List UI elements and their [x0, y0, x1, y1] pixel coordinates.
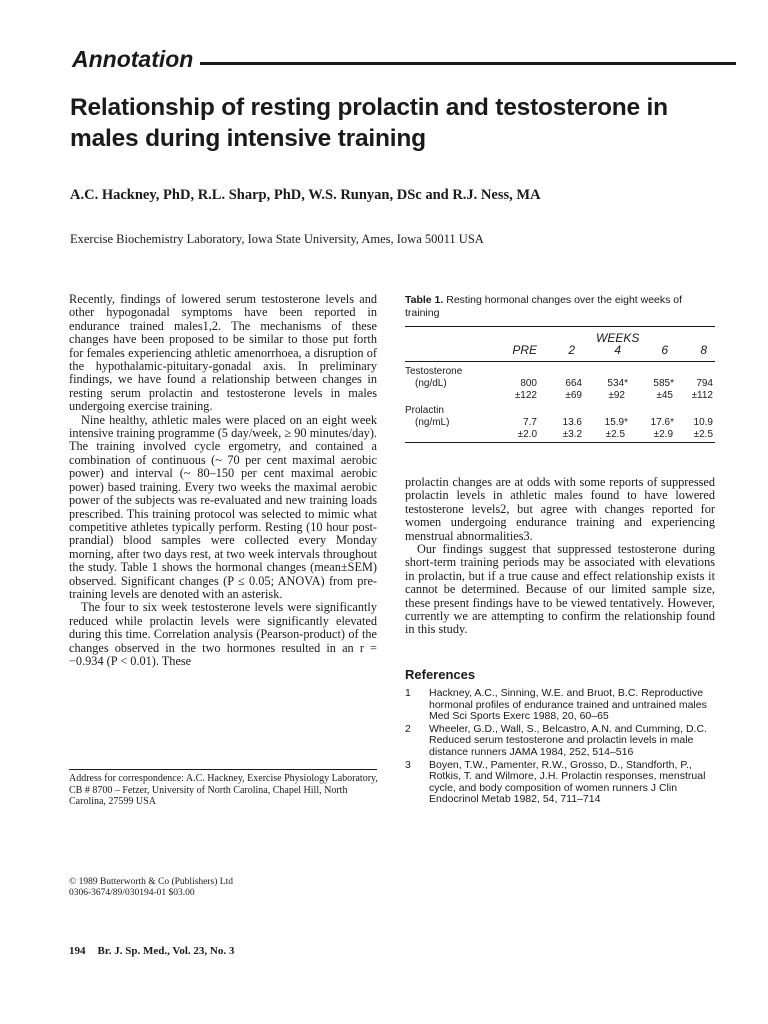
footnote-rule	[69, 769, 377, 770]
table-caption-text: Resting hormonal changes over the eight weeks of training	[405, 294, 683, 319]
table-row-unit: (ng/mL)	[415, 417, 450, 428]
table-col-header: 6	[661, 343, 668, 357]
table-header-rule	[405, 361, 715, 362]
table-cell: 800	[520, 378, 537, 389]
table-row-unit: (ng/dL)	[415, 378, 447, 389]
table-cell: ±2.0	[517, 429, 537, 440]
authors: A.C. Hackney, PhD, R.L. Sharp, PhD, W.S. Runyan, DSc and R.J. Ness, MA	[70, 187, 541, 203]
table-cell: ±2.5	[693, 429, 713, 440]
body-paragraph: The four to six week testosterone levels were significantly reduced while prolactin levels were significantly elevated during this time. Correlation analysis (Pearson-product) of the changes observed in the two hormones resulted in an r = −0.934 (P < 0.01). These	[69, 600, 377, 668]
table-col-header: PRE	[512, 343, 537, 357]
table-col-header: 2	[568, 343, 575, 357]
table-cell: 15.9*	[604, 417, 628, 428]
table-cell: 7.7	[523, 417, 537, 428]
table-cell: 10.9	[693, 417, 713, 428]
table-cell: 664	[565, 378, 582, 389]
table-cell: ±3.2	[562, 429, 582, 440]
section-header	[72, 44, 736, 74]
table-cell: ±92	[608, 390, 625, 401]
copyright-block	[69, 877, 233, 899]
reference-item	[405, 760, 717, 806]
journal-citation: Br. J. Sp. Med., Vol. 23, No. 3	[97, 945, 235, 957]
section-rule	[200, 62, 736, 65]
affiliation: Exercise Biochemistry Laboratory, Iowa State University, Ames, Iowa 50011 USA	[70, 232, 484, 246]
section-label: Annotation	[72, 44, 197, 74]
table-cell: 17.6*	[650, 417, 674, 428]
references-list	[405, 688, 717, 807]
body-left-column	[69, 293, 377, 668]
reference-item	[405, 688, 717, 723]
table-row-label: Prolactin	[405, 405, 444, 416]
table-cell: ±69	[565, 390, 582, 401]
table-col-header: 4	[614, 343, 621, 357]
table-row-label: Testosterone	[405, 366, 463, 377]
copyright-line: © 1989 Butterworth & Co (Publishers) Ltd	[69, 877, 233, 887]
table-cell: 585*	[653, 378, 674, 389]
article-title: Relationship of resting prolactin and testosterone in males during intensive training	[70, 94, 668, 152]
body-paragraph: Nine healthy, athletic males were placed on an eight week intensive training programme (5 day/week, ≥ 90 minutes/day). The training involved cycle ergometry, and contained a combination of continuous (~ 70 per cent maximal aerobic power) and interval (~ 80–150 per cent maximal aerobic power) based training. Every two weeks the maximal aerobic power of the subjects was re-evaluated and new training loads prescribed. This training protocol was selected to mimic what competitive athletes typically perform. Resting (10 hour post-prandial) blood samples were collected every Monday morning, after two days rest, at two week intervals throughout the study. Table 1 shows the hormonal changes (mean±SEM) observed. Significant changes (P ≤ 0.05; ANOVA) from pre-training levels are denoted with an asterisk.	[69, 412, 377, 601]
table-cell: ±112	[691, 390, 713, 401]
table-cell: 794	[696, 378, 713, 389]
table-weeks-label: WEEKS	[596, 331, 640, 345]
body-right-column	[405, 476, 715, 637]
copyright-code: 0306-3674/89/030194-01 $03.00	[69, 888, 195, 898]
body-paragraph: Our findings suggest that suppressed testosterone during short-term training periods may be associated with elevations in prolactin, but if a true cause and effect relationship exists it cannot be determined. Because of our limited sample size, these present findings have to be viewed tentatively. However, currently we are attempting to confirm the relationship found in this study.	[405, 542, 715, 637]
table-cell: 13.6	[562, 417, 582, 428]
table-caption-label: Table 1.	[405, 294, 444, 306]
table-col-header: 8	[700, 343, 707, 357]
reference-text: Boyen, T.W., Pamenter, R.W., Grosso, D., Standforth, P., Rotkis, T. and Wilmore, J.H. Prolactin responses, menstrual cycle, and body composition of women runners J Clin Endocrinol Metab 1982, 54, 711–714	[429, 758, 706, 806]
table-cell: ±2.9	[653, 429, 673, 440]
table-bottom-rule	[405, 442, 715, 443]
table-cell: ±2.5	[605, 429, 625, 440]
table-cell: ±122	[514, 390, 537, 401]
table-caption	[405, 294, 717, 320]
reference-number: 3	[405, 758, 411, 771]
reference-number: 1	[405, 687, 411, 699]
reference-text: Hackney, A.C., Sinning, W.E. and Bruot, B.C. Reproductive hormonal profiles of endurance trained and untrained males Med Sci Sports Exerc 1988, 20, 60–65	[429, 687, 707, 723]
correspondence-address: Address for correspondence: A.C. Hackney, Exercise Physiology Laboratory, CB # 8700 – Fetzer, University of North Carolina, Chapel Hill, North Carolina, 27599 USA	[69, 773, 378, 808]
table-top-rule	[405, 326, 715, 327]
hormone-table	[405, 326, 715, 442]
page-footer	[69, 944, 234, 958]
body-paragraph: prolactin changes are at odds with some reports of suppressed prolactin levels in athletic males found to have lowered testosterone levels2, but agree with changes reported for women undergoing endurance training and experiencing menstrual abnormalities3.	[405, 475, 715, 543]
reference-item	[405, 724, 717, 759]
references-title: References	[405, 667, 476, 682]
page-number: 194	[69, 945, 86, 957]
table-cell: ±45	[656, 390, 673, 401]
table-cell: 534*	[607, 378, 628, 389]
reference-text: Wheeler, G.D., Wall, S., Belcastro, A.N. and Cumming, D.C. Reduced serum testosterone and prolactin levels in male distance runners JAMA 1984, 252, 514–516	[429, 722, 707, 758]
body-paragraph: Recently, findings of lowered serum testosterone levels and other hypogonadal symptoms have been reported in endurance trained males1,2. The mechanisms of these changes have been proposed to be similar to those put forth for females experiencing athletic amenorrhoea, a disruption of the hypothalamic-pituitary-gonadal axis. In preliminary findings, we have found a relationship between changes in resting serum prolactin and testosterone levels in males undergoing exercise training.	[69, 292, 377, 414]
reference-number: 2	[405, 722, 411, 735]
